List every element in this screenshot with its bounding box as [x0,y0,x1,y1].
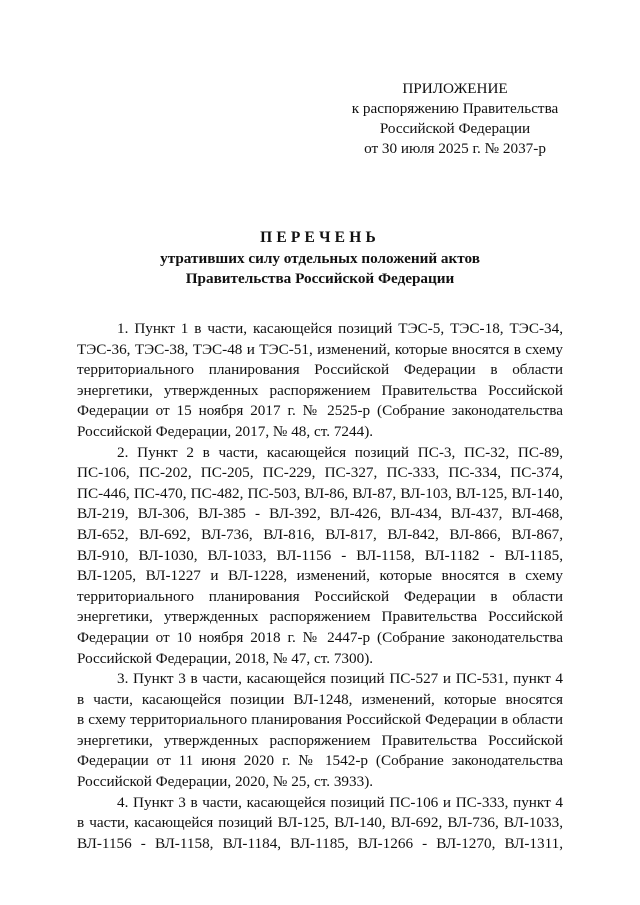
appendix-to-order: к распоряжению Правительства [351,100,559,117]
list-item [77,793,563,855]
list-item [77,319,563,443]
text-line: 3. Пункт 3 в части, касающейся позиций ПС-527 и ПС-531, пункт 4 [117,670,563,688]
text-line: ВЛ-1156 - ВЛ-1158, ВЛ-1184, ВЛ-1185, ВЛ-1266 - ВЛ-1270, ВЛ-1311, [77,834,563,852]
text-line: 2. Пункт 2 в части, касающейся позиций ПС-3, ПС-32, ПС-89, [117,443,563,461]
text-line: в схему территориального планирования Российской Федерации в области [77,711,563,729]
text-line: ВЛ-219, ВЛ-306, ВЛ-385 - ВЛ-392, ВЛ-426, ВЛ-434, ВЛ-437, ВЛ-468, [77,505,563,523]
text-line: энергетики, утвержденных распоряжением Правительства Российской [77,381,563,399]
text-line: в части, касающейся позиций ВЛ-125, ВЛ-140, ВЛ-692, ВЛ-736, ВЛ-1033, [77,814,563,832]
text-line: Федерации от 10 ноября 2018 г. № 2447-р (Собрание законодательства [77,628,563,646]
text-line: энергетики, утвержденных распоряжением Правительства Российской [77,731,563,749]
text-line: ПС-106, ПС-202, ПС-205, ПС-229, ПС-327, ПС-333, ПС-334, ПС-374, [77,464,563,482]
text-line: в части, касающейся позиции ВЛ-1248, изменений, которые вносятся [77,690,563,708]
list-item [77,443,563,670]
text-line: ВЛ-910, ВЛ-1030, ВЛ-1033, ВЛ-1156 - ВЛ-1158, ВЛ-1182 - ВЛ-1185, [77,546,563,564]
text-line: ВЛ-652, ВЛ-692, ВЛ-736, ВЛ-816, ВЛ-817, ВЛ-842, ВЛ-866, ВЛ-867, [77,525,563,543]
text-line: Российской Федерации, 2018, № 47, ст. 7300). [77,649,374,667]
appendix-label: ПРИЛОЖЕНИЕ [402,80,508,97]
text-line: Федерации от 15 ноября 2017 г. № 2525-р (Собрание законодательства [77,402,563,420]
text-line: территориального планирования Российской Федерации в области [77,587,563,605]
subtitle-line-1: утративших силу отдельных положений актов [160,250,480,267]
appendix-block [340,79,570,159]
text-line: 4. Пункт 3 в части, касающейся позиций ПС-106 и ПС-333, пункт 4 [117,793,563,811]
text-line: Российской Федерации, 2020, № 25, ст. 3933). [77,773,374,791]
appendix-government: Российской Федерации [379,120,531,137]
document-body [77,319,563,854]
text-line: ВЛ-1205, ВЛ-1227 и ВЛ-1228, изменений, которые вносятся в схему [77,567,563,585]
document-title: ПЕРЕЧЕНЬ [260,229,380,246]
appendix-date-number: от 30 июля 2025 г. № 2037-р [364,140,546,157]
list-item [77,669,563,793]
text-line: 1. Пункт 1 в части, касающейся позиций ТЭС-5, ТЭС-18, ТЭС-34, [117,320,563,337]
text-line: территориального планирования Российской Федерации в области [77,361,563,379]
text-line: ПС-446, ПС-470, ПС-482, ПС-503, ВЛ-86, ВЛ-87, ВЛ-103, ВЛ-125, ВЛ-140, [77,484,563,502]
text-line: Российской Федерации, 2017, № 48, ст. 7244). [77,422,374,440]
subtitle-line-2: Правительства Российской Федерации [185,270,455,287]
document-subtitle [0,249,640,289]
text-line: ТЭС-36, ТЭС-38, ТЭС-48 и ТЭС-51, изменений, которые вносятся в схему [77,340,563,358]
text-line: Федерации от 11 июня 2020 г. № 1542-р (Собрание законодательства [77,752,563,770]
text-line: энергетики, утвержденных распоряжением Правительства Российской [77,608,563,626]
